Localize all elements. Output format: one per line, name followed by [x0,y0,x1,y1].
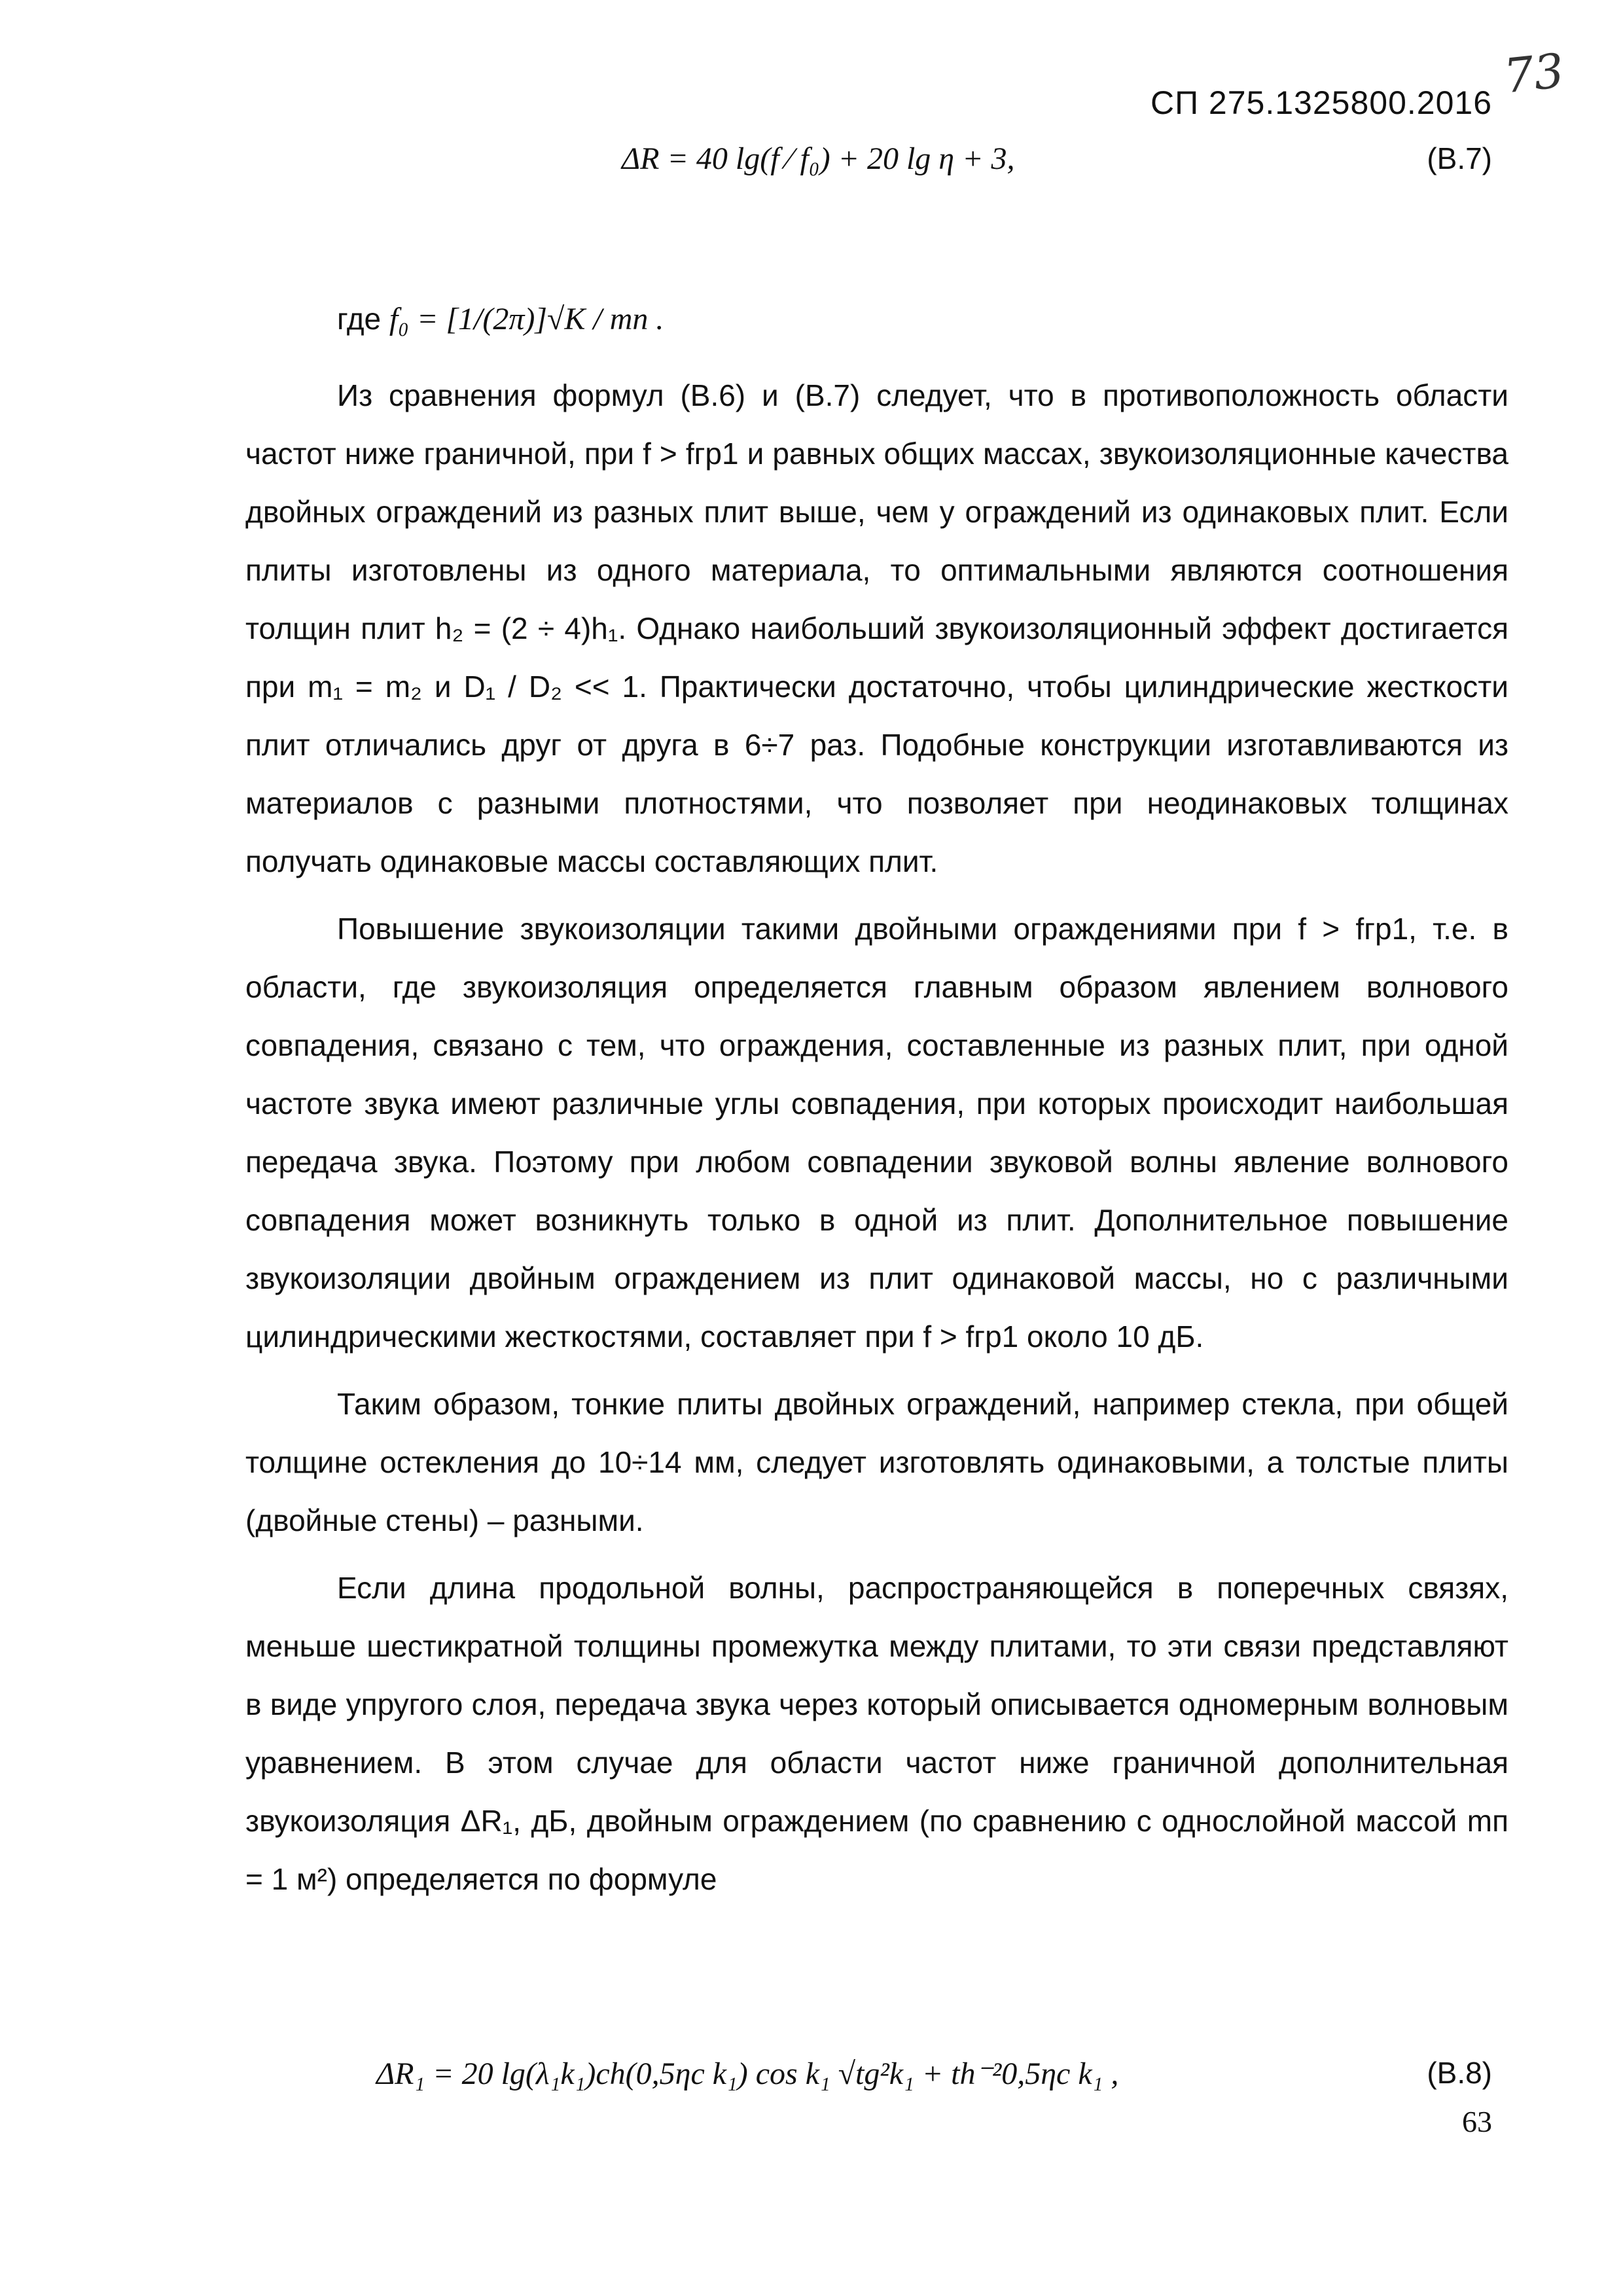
formula-b8: ΔR₁ = 20 lg(λ₁k₁)ch(0,5ηc k₁) cos k₁ √tg²k₁ + th⁻²0,5ηc k₁ , [376,2056,1119,2091]
handwritten-page-number: 73 [1501,43,1567,104]
formula-b8-number: (В.8) [1427,2056,1492,2090]
page-number: 63 [1462,2105,1492,2138]
where-expression: f₀ = [1/(2π)]√K / mп . [389,302,664,336]
formula-b7-number: (В.7) [1427,141,1492,175]
paragraph-2: Повышение звукоизоляции такими двойными ограждениями при f > fгр1, т.е. в области, где звукоизоляция определяется главным образом явлением волнового совпадения, связано с тем, что ограждения, составленные из разных плит, при одной частоте звука имеют различные углы совпадения, при которых происходит наибольшая передача звука. Поэтому при любом совпадении звуковой волны явление волнового совпадения может возникнуть только в одной из плит. Дополнительное повышение звукоизоляции двойным ограждением из плит одинаковой массы, но с различными цилиндрическими жесткостями, составляет при f > fгр1 около 10 дБ. [245,912,1508,1354]
formula-b7: ΔR = 40 lg(f ⁄ f₀) + 20 lg η + 3, [622,141,1015,176]
paragraph-4: Если длина продольной волны, распространяющейся в поперечных связях, меньше шестикратной толщины промежутка между плитами, то эти связи представляют в виде упругого слоя, передача звука через который описывается одномерным волновым уравнением. В этом случае для области частот ниже граничной дополнительная звукоизоляция ΔR₁, дБ, двойным ограждением (по сравнению с однослойной массой mп = 1 м²) определяется по формуле [245,1571,1508,1896]
document-code: СП 275.1325800.2016 [1150,84,1492,121]
where-label: где [337,302,382,336]
body-text [245,367,1508,1909]
formula-where-line [337,301,664,337]
paragraph-3: Таким образом, тонкие плиты двойных ограждений, например стекла, при общей толщине остекления до 10÷14 мм, следует изготовлять одинаковыми, а толстые плиты (двойные стены) – разными. [245,1387,1508,1537]
paragraph-1: Из сравнения формул (В.6) и (В.7) следует, что в противоположность области частот ниже граничной, при f > fгр1 и равных общих массах, звукоизоляционные качества двойных ограждений из разных плит выше, чем у ограждений из одинаковых плит. Если плиты изготовлены из одного материала, то оптимальными являются соотношения толщин плит h₂ = (2 ÷ 4)h₁. Однако наибольший звукоизоляционный эффект достигается при m₁ = m₂ и D₁ / D₂ << 1. Практически достаточно, чтобы цилиндрические жесткости плит отличались друг от друга в 6÷7 раз. Подобные конструкции изготавливаются из материалов с разными плотностями, что позволяет при неодинаковых толщинах получать одинаковые массы составляющих плит. [245,378,1508,878]
